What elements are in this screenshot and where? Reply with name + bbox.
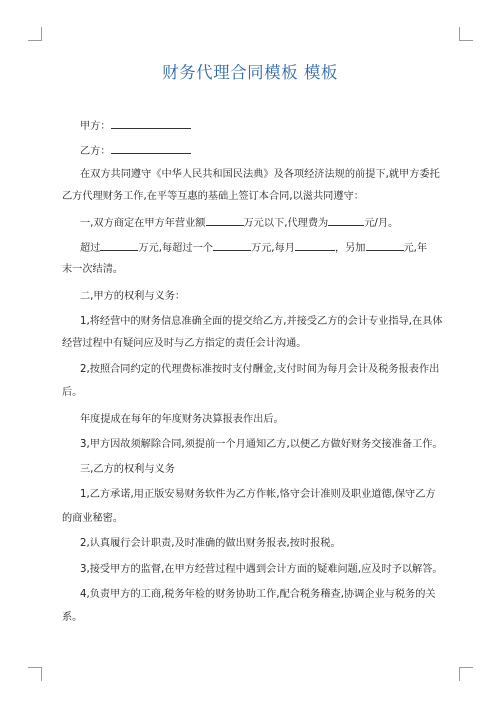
document-title: 财务代理合同模板 模板	[162, 63, 338, 82]
clause-1-text-f: 万元,每月	[250, 243, 295, 254]
section-2-heading: 二,甲方的权利与义务：	[80, 291, 186, 302]
party-a-blank	[111, 118, 191, 129]
revenue-blank	[206, 215, 244, 226]
crop-mark-top-right-h	[459, 40, 473, 41]
crop-mark-top-right-v	[459, 27, 460, 41]
s3-item-3: 3,接受甲方的监督,在甲方经营过程中遇到会计方面的疑难问题,应及时予以解答。	[80, 564, 443, 575]
s2-item-2-line-1: 2,按照合同约定的代理费标准按时支付酬金,支付时间为每月会计及税务报表作出	[80, 364, 440, 375]
s2-item-3: 3,甲方因故须解除合同,须提前一个月通知乙方,以便乙方做好财务交接准备工作。	[80, 439, 443, 450]
s3-item-4-line-1: 4,负责甲方的工商,税务年检的财务协助工作,配合税务稽查,协调企业与税务的关	[80, 589, 436, 600]
clause-1-text-e: 万元,每超过一个	[138, 243, 213, 254]
crop-mark-bottom-left-h	[28, 667, 42, 668]
s3-item-1-line-1: 1,乙方承诺,用正版安易财务软件为乙方作帐,恪守会计准则及职业道德,保守乙方	[80, 489, 436, 500]
clause-1-text-h: 元,年	[403, 243, 428, 254]
s2-note: 年度提成在每年的年度财务决算报表作出后。	[80, 414, 284, 425]
per-unit-blank	[213, 240, 251, 251]
party-b-blank	[111, 143, 191, 154]
fee-blank	[328, 215, 364, 226]
crop-mark-top-left-h	[28, 40, 42, 41]
crop-mark-bottom-right-h	[459, 667, 473, 668]
section-3-heading: 三,乙方的权利与义务	[80, 464, 175, 475]
crop-mark-bottom-left-v	[41, 667, 42, 681]
party-a-line	[80, 118, 191, 134]
monthly-blank	[295, 240, 335, 251]
party-b-label: 乙方：	[80, 146, 111, 157]
party-b-line	[80, 143, 191, 159]
crop-mark-bottom-right-v	[459, 667, 460, 681]
clause-1-text-b: 万元以下,代理费为	[243, 218, 329, 229]
excess-blank	[100, 240, 138, 251]
clause-1-text-c: 元/月。	[364, 218, 399, 229]
preamble-line-2: 乙方代理财务工作,在平等互惠的基础上签订本合同,以滋共同遵守：	[62, 191, 364, 202]
s2-item-2-line-2: 后。	[62, 387, 83, 398]
s2-item-1-line-2: 经营过程中有疑问应及时与乙方指定的责任会计沟通。	[62, 338, 307, 349]
crop-mark-top-left-v	[41, 27, 42, 41]
clause-1-line-3: 末一次结清。	[62, 264, 124, 275]
s3-item-2: 2,认真履行会计职责,及时准确的做出财务报表,按时报税。	[80, 538, 341, 549]
extra-blank	[366, 240, 404, 251]
s2-item-1-line-1: 1,将经营中的财务信息准确全面的提交给乙方,并接受乙方的会计专业指导,在具体	[80, 316, 443, 327]
clause-1-line-1	[80, 215, 398, 231]
s3-item-4-line-2: 系。	[62, 612, 83, 623]
clause-1-text-d: 超过	[80, 243, 101, 254]
clause-1-text-a: 一,双方商定在甲方年营业额	[80, 218, 206, 229]
preamble-line-1: 在双方共同遵守《中华人民共和国民法典》及各项经济法规的前提下,就甲方委托	[80, 169, 440, 180]
party-a-label: 甲方：	[80, 121, 111, 132]
s3-item-1-line-2: 的商业秘密。	[62, 513, 124, 524]
clause-1-line-2	[80, 240, 427, 256]
clause-1-text-g: ，另加	[334, 243, 366, 254]
